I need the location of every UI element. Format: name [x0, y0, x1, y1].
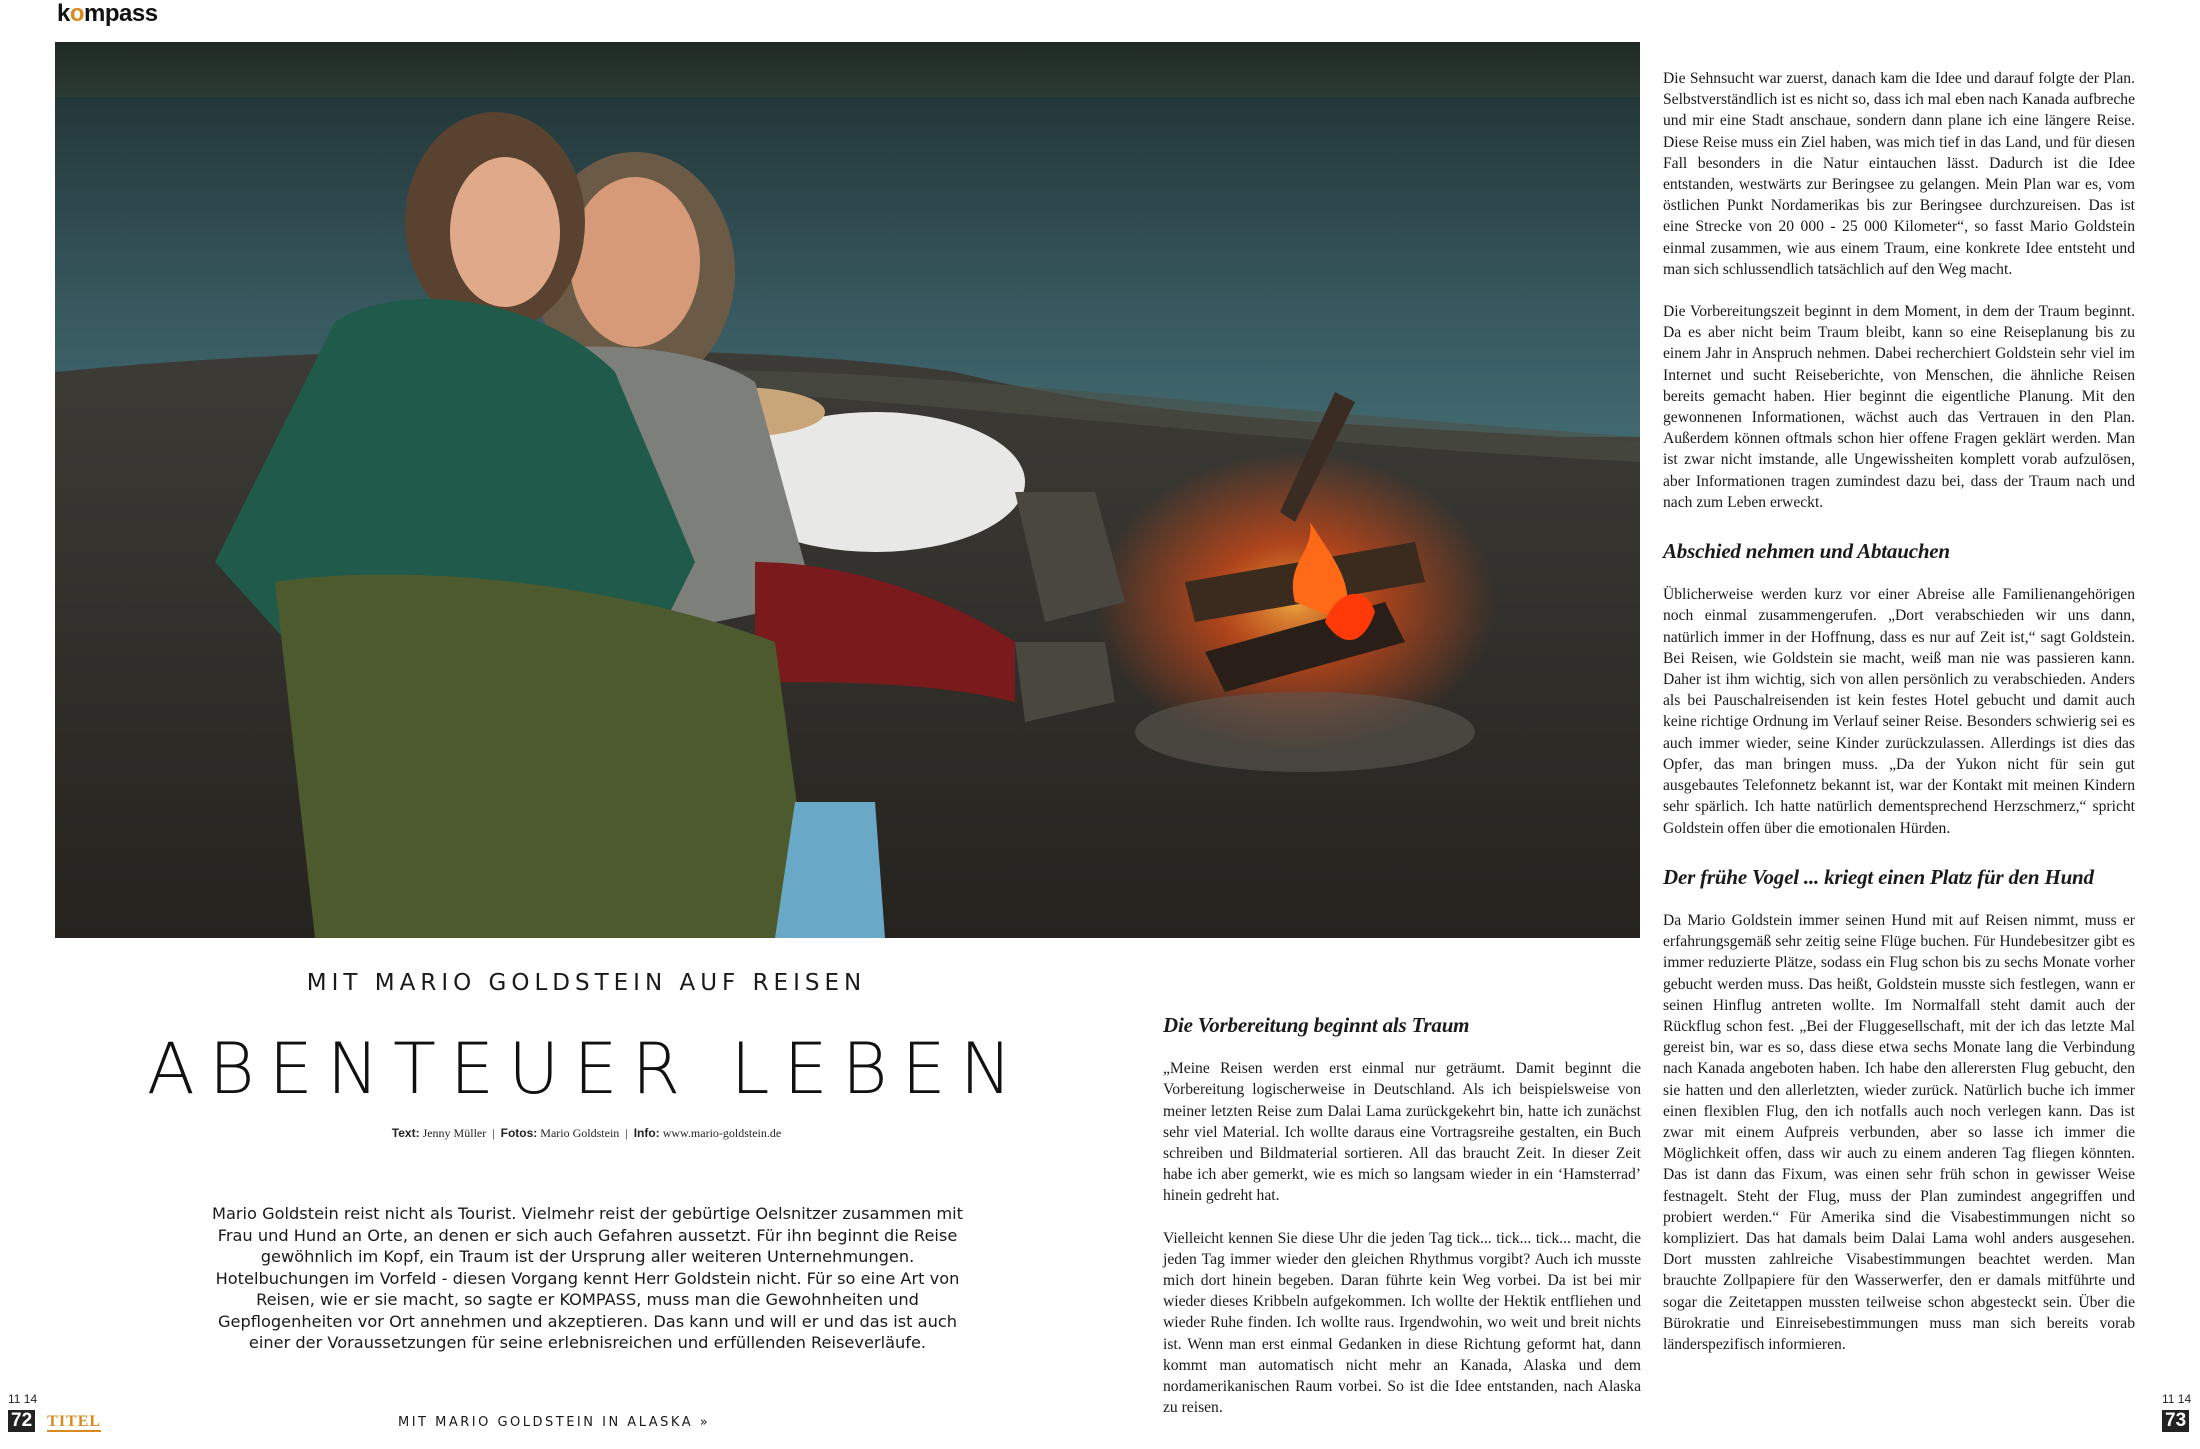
- hero-photo: [55, 42, 1640, 938]
- issue-number: 11 14: [2162, 1392, 2192, 1406]
- kompass-logo: kompass: [57, 0, 158, 27]
- section-heading: Der frühe Vogel ... kriegt einen Platz für den Hund: [1663, 864, 2094, 889]
- section-label: TITEL: [47, 1413, 102, 1430]
- credit-photo-label: Fotos:: [500, 1126, 538, 1140]
- section-heading: Abschied nehmen und Abtauchen: [1663, 539, 1950, 564]
- body-paragraph: „Meine Reisen werden erst einmal nur geträumt. Damit beginnt die Vorbereitung logischerweise in Deutschland. Als ich beispielsweise von meiner letzten Reise zum Dalai Lama zurückgekehrt bin, hatte ich zunächst sehr viel Material. Ich wollte daraus eine Vortragsreihe gestalten, ein Buch schreiben und Bildmaterial sortieren. All das braucht Zeit. In dieser Zeit habe ich aber gemerkt, wie es mich so langsam wieder in ein ‘Hamsterrad’ hinein gedreht hat.: [1163, 1060, 1641, 1205]
- continue-teaser: MIT MARIO GOLDSTEIN IN ALASKA »: [398, 1415, 711, 1430]
- footer-right: [2162, 1392, 2191, 1432]
- page-number-left: 72: [8, 1410, 35, 1432]
- article-credits: [55, 1126, 1118, 1141]
- body-paragraph: Üblicherweise werden kurz vor einer Abreise alle Familienangehörigen noch einmal zusammengerufen. „Dort verabschieden wir uns dann, natürlich immer in der Hoffnung, dass es nur auf Zeit ist,“ sagt Goldstein. Bei Reisen, wie Goldstein sie macht, weiß man nie was passieren kann. Daher ist ihm wichtig, sich von allen persönlich zu verabschieden. Anders als bei Pauschalreisenden ist kein festes Hotel gebucht und damit auch keine richtige Ordnung im Verlauf seiner Reise. Besonders schwierig sei es auch immer wieder, seine Kinder zurückzulassen. Allerdings ist dies das Opfer, das man bringen muss. „Da der Yukon nicht für sein gut ausgebautes Telefonnetz bekannt ist, war der Kontakt mit meinen Kindern sehr spärlich. Ich hatte natürlich dementsprechend Herzschmerz,“ spricht Goldstein offen über die emotionalen Hürden.: [1663, 586, 2135, 837]
- credit-separator: |: [492, 1126, 495, 1140]
- body-paragraph: Die Sehnsucht war zuerst, danach kam die Idee und darauf folgte der Plan. Selbstverständlich ist es nicht so, dass ich mal eben nach Kanada aufbreche und mir eine Stadt anschaue, sondern dann plane ich eine längere Reise. Diese Reise muss ein Ziel haben, was mich tief in das Land, und für diesen Fall besonders in die Natur eintauchen lässt. Dadurch ist die Idee entstanden, westwärts zur Beringsee zu gelangen. Mein Plan war es, vom östlichen Punkt Nordamerikas bis zur Beringsee durchzureisen. Das ist eine Strecke von 20 000 - 25 000 Kilometer“, so fasst Mario Goldstein einmal zusammen, wie aus einem Traum, eine konkrete Idee entsteht und man sich schlussendlich tatsächlich auf den Weg macht.: [1663, 70, 2135, 278]
- credit-text-value: Jenny Müller: [422, 1126, 487, 1140]
- middle-column: [1163, 1015, 1641, 1439]
- campfire-couple-photo: [55, 42, 1640, 938]
- article-intro: Mario Goldstein reist nicht als Tourist. Vielmehr reist der gebürtige Oelsnitzer zusammen mit Frau und Hund an Orte, an denen er sich auch Gefahren aussetzt. Für ihn beginnt die Reise gewöhnlich im Kopf, ein Traum ist der Ursprung aller weiteren Unternehmungen. Hotelbuchungen im Vorfeld - diesen Vorgang kennt Herr Goldstein nicht. Für so eine Art von Reisen, wie er sie macht, so sagte er KOMPASS, muss man die Gewohnheiten und Gepflogenheiten vor Ort annehmen und akzeptieren. Das kann und will er und das ist auch einer der Voraussetzungen für seine erlebnisreichen und erfüllenden Reiseverläufe.: [211, 1204, 963, 1352]
- body-paragraph: Da Mario Goldstein immer seinen Hund mit auf Reisen nimmt, muss er erfahrungsgemäß sehr zeitig seine Flüge buchen. Für Hundebesitzer gibt es immer reduzierte Plätze, sodass ein Flug schon bis zu sechs Monate vorher gebucht werden muss. Das heißt, Goldstein musste sich festlegen, wann er seinen Hinflug antreten wollte. Im Normalfall steht damit auch der Rückflug schon fest. „Bei der Fluggesellschaft, mit der ich das letzte Mal gereist bin, war es so, dass diese etwa sechs Monate lang die Verbindung nach Kanada angeboten haben. Ich habe den allerersten Flug gebucht, den sie hatten und den allerletzten, wieder zurück. Natürlich buche ich immer einen flexiblen Flug, den ich notfalls auch noch verlegen kann. Das ist zwar mit einem Aufpreis verbunden, aber so lasse ich immer die Möglichkeit offen, dass wir auch zu einem anderen Tag fliegen könnten. Das ist dann das Fixum, was einen sehr früh schon in gewisser Weise festnagelt. Steht der Flug, muss der Plan zumindest angegriffen und probiert werden.“ Für Amerika sind die Visabestimmungen nicht so kompliziert. Das hat damals beim Dalai Lama wohl anders ausgesehen. Dort mussten zahlreiche Visabestimmungen beachtet werden. Man brauchte Zollpapiere für den Wasserwerfer, den er damals mitführte und sogar die Zeitetappen mussten teilweise schon abgesteckt sein. Über die Bürokratie und Einreisebestimmungen muss man sich bereits vorab länderspezifisch informieren.: [1663, 911, 2135, 1353]
- body-paragraph: Die Vorbereitungszeit beginnt in dem Moment, in dem der Traum beginnt. Da es aber nicht beim Traum bleibt, kann so eine Reiseplanung bis zu einem Jahr in Anspruch nehmen. Dabei recherchiert Goldstein sehr viel im Internet und sucht Reiseberichte, von Menschen, die ähnliche Reisen bereits gemacht haben. Hier beginnt die eigentliche Planung. Mit den gewonnenen Informationen, wächst auch das Vertrauen in den Plan. Außerdem können oftmals schon hier offene Fragen geklärt werden. Man ist zwar nicht imstande, alle Ungewissheiten komplett vorab aufzulösen, aber Informationen tragen zumindest dazu bei, dass der Traum nach und nach zum Leben erweckt.: [1663, 303, 2135, 511]
- article-kicker: MIT MARIO GOLDSTEIN AUF REISEN: [306, 970, 867, 996]
- page-number-right: 73: [2162, 1410, 2189, 1432]
- section-heading: Die Vorbereitung beginnt als Traum: [1163, 1013, 1470, 1037]
- credit-info-label: Info:: [633, 1126, 660, 1140]
- issue-number: 11 14: [8, 1392, 38, 1406]
- body-paragraph: Vielleicht kennen Sie diese Uhr die jeden Tag tick... tick... tick... macht, die jeden Tag immer wieder den gleichen Rhythmus vorgibt? Auch ich musste mich dort hinein begeben. Daran führte kein Weg vorbei. Da ist bei mir wieder dieses Kribbeln aufgekommen. Ich wollte der Hektik entfliehen und wieder Ruhe finden. Ich wollte raus. Irgendwohin, wo weit und breit nichts ist. Wenn man erst einmal Gedanken in diese Richtung geformt hat, dann kommt man automatisch nicht mehr an Kanada, Alaska und dem nordamerikanischen Raum vorbei. So ist die Idee entstanden, nach Alaska zu reisen.: [1163, 1229, 1641, 1417]
- article-title: ABENTEUER LEBEN: [146, 1028, 1027, 1110]
- right-column: [1663, 68, 2135, 1376]
- footer-left: [8, 1392, 101, 1432]
- credit-separator: |: [625, 1126, 628, 1140]
- credit-info-link[interactable]: www.mario-goldstein.de: [662, 1126, 782, 1140]
- credit-text-label: Text:: [391, 1126, 420, 1140]
- credit-photo-value: Mario Goldstein: [540, 1126, 620, 1140]
